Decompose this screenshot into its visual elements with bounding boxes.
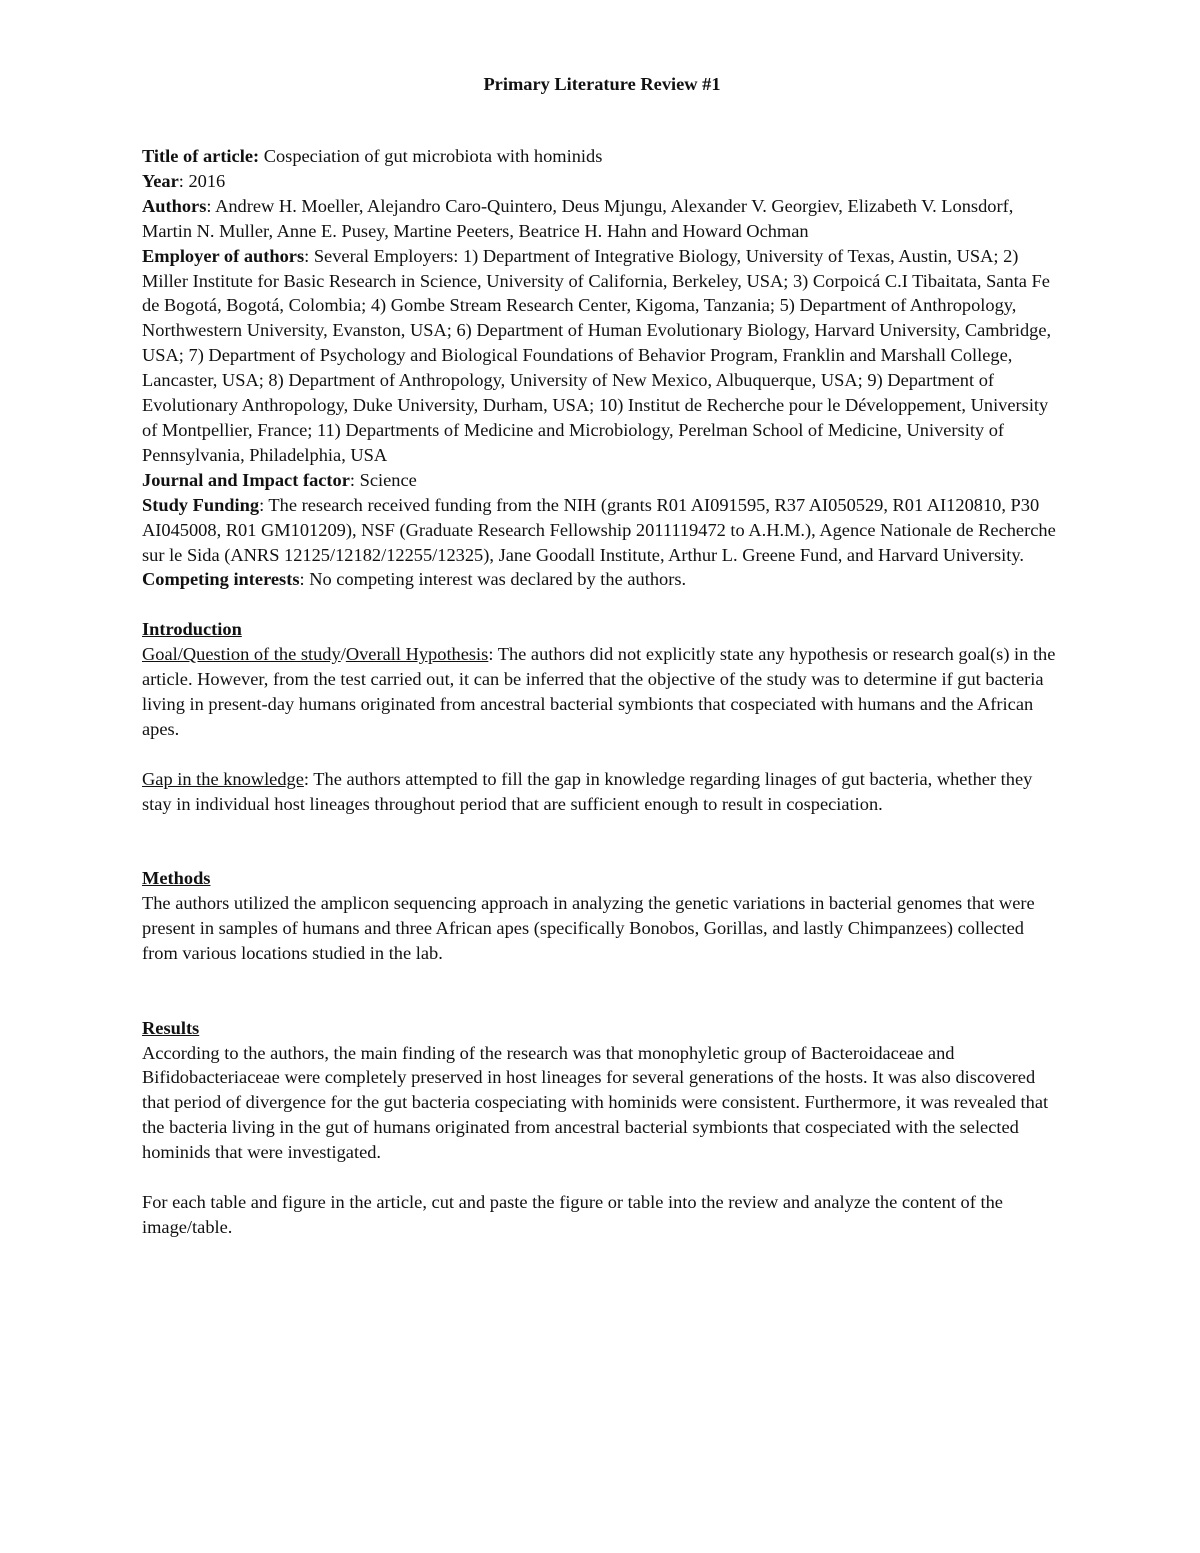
goal-label: Goal/Question of the study — [142, 644, 341, 665]
spacer — [142, 816, 1062, 866]
spacer — [142, 966, 1062, 1016]
gap-label: Gap in the knowledge — [142, 768, 304, 789]
spacer — [142, 742, 1062, 767]
gap-paragraph — [142, 767, 1062, 817]
authors-field — [142, 194, 1062, 244]
methods-heading: Methods — [142, 868, 211, 889]
gap-text: : The authors attempted to fill the gap in knowledge regarding linages of gut bacteria, whether they stay in individual host lineages throughout period that are sufficient enough to result in cospeciation. — [142, 768, 1033, 814]
goal-text: : The authors did not explicitly state any hypothesis or research goal(s) in the article. However, from the test carried out, it can be inferred that the objective of the study was to determine if gut bacteria living in present-day humans originated from ancestral bacterial symbionts that cospeciated with humans and the African apes. — [142, 644, 1056, 739]
document-page — [142, 70, 1062, 1240]
spacer — [142, 1165, 1062, 1190]
goal-separator: / — [340, 644, 346, 665]
competing-field — [142, 567, 1062, 592]
year-label: Year — [142, 170, 179, 191]
introduction-heading: Introduction — [142, 619, 242, 640]
employer-field — [142, 244, 1062, 468]
article-title-label: Title of article: — [142, 146, 260, 166]
methods-paragraph: The authors utilized the amplicon sequencing approach in analyzing the genetic variations in bacterial genomes that were present in samples of humans and three African apes (specifically Bonobos, Gorillas, and lastly Chimpanzees) collected from various locations studied in the lab. — [142, 893, 1035, 963]
year-field — [142, 169, 1062, 194]
authors-value: : Andrew H. Moeller, Alejandro Caro-Quintero, Deus Mjungu, Alexander V. Georgiev, Elizabeth V. Lonsdorf, Martin N. Muller, Anne E. Pusey, Martine Peeters, Beatrice H. Hahn and Howard Ochman — [142, 195, 1014, 241]
results-heading: Results — [142, 1017, 200, 1038]
article-title-value: Cospeciation of gut microbiota with hominids — [259, 146, 603, 166]
goal-paragraph — [142, 642, 1062, 742]
journal-label: Journal and Impact factor — [142, 469, 350, 490]
hypothesis-label: Overall Hypothesis — [345, 644, 489, 665]
authors-label: Authors — [142, 195, 207, 216]
employer-label: Employer of authors — [142, 245, 305, 266]
funding-label: Study Funding — [142, 494, 260, 515]
funding-field — [142, 493, 1062, 568]
funding-value: : The research received funding from the NIH (grants R01 AI091595, R37 AI050529, R01 AI120810, P30 AI045008, R01 GM101209), NSF (Graduate Research Fellowship 2011119472 to A.H.M.), Agence Nationale de Recherche sur le Sida (ANRS 12125/12182/12255/12325), Jane Goodall Institute, Arthur L. Greene Fund, and Harvard University. — [142, 494, 1056, 565]
spacer — [142, 592, 1062, 617]
journal-field — [142, 468, 1062, 493]
competing-value: : No competing interest was declared by the authors. — [299, 569, 687, 590]
article-title-field — [142, 144, 1062, 169]
year-value: : 2016 — [178, 170, 226, 191]
results-paragraph: According to the authors, the main finding of the research was that monophyletic group of Bacteroidaceae and Bifidobacteriaceae were completely preserved in host lineages for several generations of the hosts. It was also discovered that period of divergence for the gut bacteria cospeciating with hominids were consistent. Furthermore, it was revealed that the bacteria living in the gut of humans originated from ancestral bacterial symbionts that cospeciated with the selected hominids that were investigated. — [142, 1042, 1049, 1163]
journal-value: : Science — [349, 469, 417, 490]
employer-value: : Several Employers: 1) Department of Integrative Biology, University of Texas, Austin, USA; 2) Miller Institute for Basic Research in Science, University of California, Berkeley, USA; 3) Corpoicá C.I Tibaitata, Santa Fe de Bogotá, Bogotá, Colombia; 4) Gombe Stream Research Center, Kigoma, Tanzania; 5) Department of Anthropology, Northwestern University, Evanston, USA; 6) Department of Human Evolutionary Biology, Harvard University, Cambridge, USA; 7) Department of Psychology and Biological Foundations of Behavior Program, Franklin and Marshall College, Lancaster, USA; 8) Department of Anthropology, University of New Mexico, Albuquerque, USA; 9) Department of Evolutionary Anthropology, Duke University, Durham, USA; 10) Institut de Recherche pour le Développement, University of Montpellier, France; 11) Departments of Medicine and Microbiology, Perelman School of Medicine, University of Pennsylvania, Philadelphia, USA — [142, 245, 1052, 465]
competing-label: Competing interests — [142, 569, 300, 590]
instruction-paragraph: For each table and figure in the article, cut and paste the figure or table into the review and analyze the content of the image/table. — [142, 1191, 1003, 1237]
document-title: Primary Literature Review #1 — [483, 74, 721, 94]
